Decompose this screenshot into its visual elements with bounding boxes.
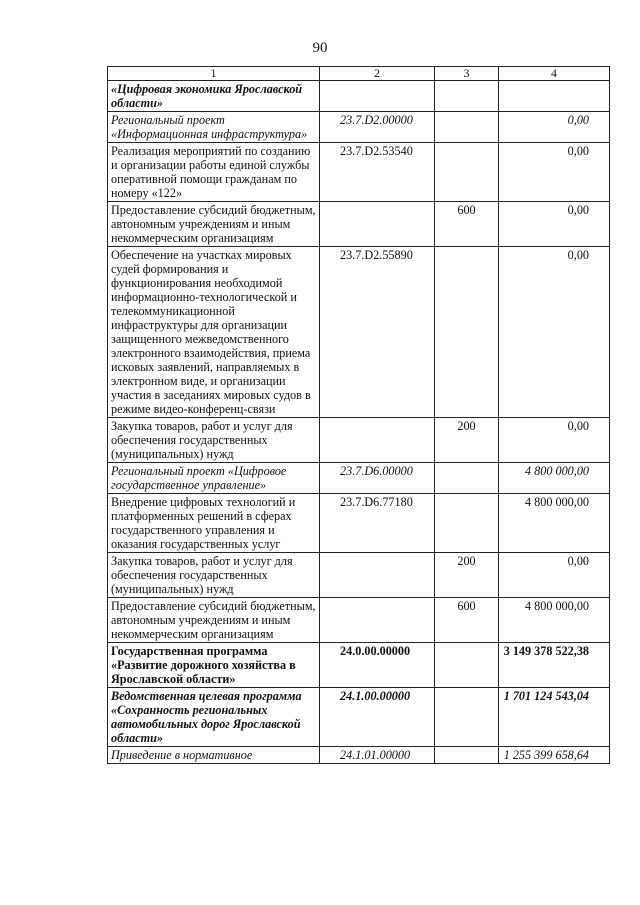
row-code-cell — [320, 553, 435, 598]
row-name-cell: Предоставление субсидий бюджетным, автономным учреждениям и иным некоммерческим организациям — [108, 598, 320, 643]
row-code-cell — [320, 81, 435, 112]
row-sum-cell: 4 800 000,00 — [499, 494, 610, 553]
row-name-cell: Ведомственная целевая программа «Сохранность региональных автомобильных дорог Ярославской области» — [108, 688, 320, 747]
table-row — [108, 112, 610, 143]
row-code-cell — [320, 418, 435, 463]
row-sum-cell: 0,00 — [499, 143, 610, 202]
row-kvr-cell — [435, 463, 499, 494]
table-row — [108, 553, 610, 598]
row-sum-cell: 0,00 — [499, 553, 610, 598]
table-row — [108, 202, 610, 247]
row-code-cell — [320, 598, 435, 643]
row-kvr-cell — [435, 643, 499, 688]
row-name-cell: Обеспечение на участках мировых судей формирования и функционирования необходимой информационно-технологической и телекоммуникационной инфраструктуры для организации защищенного межведомственного электронного взаимодействия, приема исковых заявлений, направляемых в электронном виде, и организации участия в заседаниях мировых судов в режиме видео-конференц-связи — [108, 247, 320, 418]
row-name-cell: Реализация мероприятий по созданию и организации работы единой службы оперативной помощи гражданам по номеру «122» — [108, 143, 320, 202]
header-row — [108, 67, 610, 81]
row-kvr-cell — [435, 747, 499, 764]
row-sum-cell: 0,00 — [499, 418, 610, 463]
row-kvr-cell — [435, 688, 499, 747]
row-code-cell: 24.0.00.00000 — [320, 643, 435, 688]
row-name-cell: «Цифровая экономика Ярославской области» — [108, 81, 320, 112]
row-kvr-cell: 600 — [435, 202, 499, 247]
row-sum-cell — [499, 81, 610, 112]
row-name-cell: Региональный проект «Информационная инфраструктура» — [108, 112, 320, 143]
row-code-cell: 23.7.D6.77180 — [320, 494, 435, 553]
row-code-cell: 23.7.D2.00000 — [320, 112, 435, 143]
row-code-cell: 23.7.D2.55890 — [320, 247, 435, 418]
header-col-2: 2 — [320, 67, 435, 81]
row-kvr-cell — [435, 81, 499, 112]
table-row — [108, 81, 610, 112]
row-kvr-cell — [435, 112, 499, 143]
table-row — [108, 598, 610, 643]
table-row — [108, 688, 610, 747]
table-row — [108, 747, 610, 764]
page-number: 90 — [312, 40, 328, 56]
row-sum-cell: 0,00 — [499, 247, 610, 418]
row-kvr-cell — [435, 143, 499, 202]
row-name-cell: Государственная программа «Развитие дорожного хозяйства в Ярославской области» — [108, 643, 320, 688]
row-kvr-cell — [435, 494, 499, 553]
row-name-cell: Внедрение цифровых технологий и платформенных решений в сферах государственного управления и оказания государственных услуг — [108, 494, 320, 553]
row-sum-cell: 0,00 — [499, 202, 610, 247]
header-col-3: 3 — [435, 67, 499, 81]
header-col-4: 4 — [499, 67, 610, 81]
table-row — [108, 494, 610, 553]
table-row — [108, 418, 610, 463]
row-name-cell: Региональный проект «Цифровое государственное управление» — [108, 463, 320, 494]
row-code-cell: 24.1.00.00000 — [320, 688, 435, 747]
row-sum-cell: 0,00 — [499, 112, 610, 143]
row-sum-cell: 4 800 000,00 — [499, 463, 610, 494]
row-code-cell: 23.7.D6.00000 — [320, 463, 435, 494]
row-code-cell — [320, 202, 435, 247]
row-code-cell: 24.1.01.00000 — [320, 747, 435, 764]
budget-table — [107, 66, 610, 764]
row-sum-cell: 3 149 378 522,38 — [499, 643, 610, 688]
table-row — [108, 463, 610, 494]
row-sum-cell: 4 800 000,00 — [499, 598, 610, 643]
row-kvr-cell: 200 — [435, 553, 499, 598]
table-row — [108, 643, 610, 688]
row-code-cell: 23.7.D2.53540 — [320, 143, 435, 202]
row-name-cell: Предоставление субсидий бюджетным, автономным учреждениям и иным некоммерческим организациям — [108, 202, 320, 247]
table-row — [108, 143, 610, 202]
row-kvr-cell: 600 — [435, 598, 499, 643]
row-kvr-cell: 200 — [435, 418, 499, 463]
header-col-1: 1 — [108, 67, 320, 81]
row-sum-cell: 1 255 399 658,64 — [499, 747, 610, 764]
row-name-cell: Закупка товаров, работ и услуг для обеспечения государственных (муниципальных) нужд — [108, 553, 320, 598]
row-name-cell: Закупка товаров, работ и услуг для обеспечения государственных (муниципальных) нужд — [108, 418, 320, 463]
row-kvr-cell — [435, 247, 499, 418]
row-name-cell: Приведение в нормативное — [108, 747, 320, 764]
row-sum-cell: 1 701 124 543,04 — [499, 688, 610, 747]
table-row — [108, 247, 610, 418]
